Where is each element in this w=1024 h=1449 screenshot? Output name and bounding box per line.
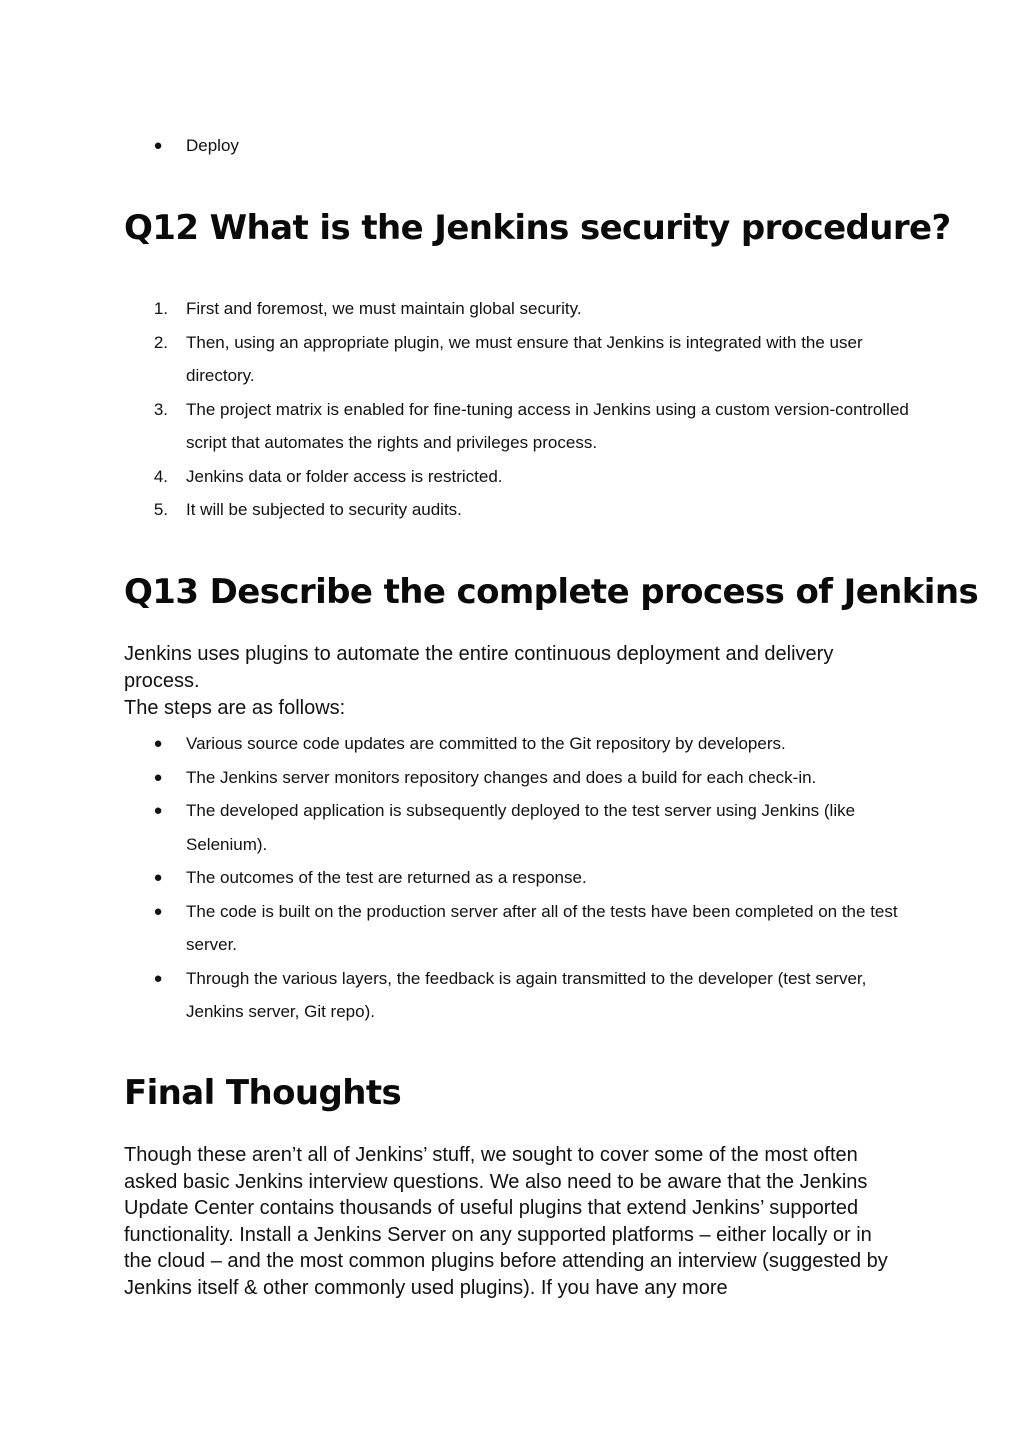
list-item: 2. Then, using an appropriate plugin, we must ensure that Jenkins is integrated with the user directory. — [153, 332, 863, 385]
list-item: ● Deploy — [124, 129, 914, 163]
list-item: 4. Jenkins data or folder access is restricted. — [153, 466, 503, 486]
list-item: 1. First and foremost, we must maintain global security. — [153, 299, 582, 318]
q12-numbered-list — [124, 292, 914, 527]
bullet-icon: ● — [153, 735, 163, 752]
list-item: ● Through the various layers, the feedback is again transmitted to the developer (test server, Jenkins server, Git repo). — [124, 962, 914, 1029]
list-item: ● The outcomes of the test are returned as a response. — [124, 861, 914, 895]
q13-steps-label: The steps are as follows: — [124, 697, 346, 719]
bullet-icon: ● — [153, 802, 163, 819]
list-item: 5. It will be subjected to security audits. — [153, 500, 462, 519]
top-bullet-list — [124, 129, 914, 163]
bullet-icon: ● — [153, 137, 163, 154]
bullet-icon: ● — [153, 869, 163, 886]
list-item: 3. The project matrix is enabled for fine-tuning access in Jenkins using a custom version-controlled script that automates the rights and privileges process. — [153, 399, 909, 452]
q12-heading: Q12 What is the Jenkins security procedure? — [124, 208, 951, 248]
final-thoughts-heading: Final Thoughts — [124, 1073, 402, 1113]
q13-intro: Jenkins uses plugins to automate the entire continuous deployment and delivery process. — [124, 643, 834, 692]
list-item: ● The developed application is subsequently deployed to the test server using Jenkins (like Selenium). — [124, 794, 914, 861]
list-item: ● The Jenkins server monitors repository changes and does a build for each check-in. — [124, 761, 914, 795]
q13-heading: Q13 Describe the complete process of Jenkins — [124, 572, 979, 612]
q13-bullet-list — [124, 727, 914, 1029]
list-item: ● Various source code updates are committed to the Git repository by developers. — [124, 727, 914, 761]
list-item: ● The code is built on the production server after all of the tests have been completed on the test server. — [124, 895, 914, 962]
bullet-icon: ● — [153, 969, 163, 987]
bullet-icon: ● — [153, 902, 163, 920]
final-thoughts-paragraph: Though these aren’t all of Jenkins’ stuff, we sought to cover some of the most often asked basic Jenkins interview questions. We also need to be aware that the Jenkins Update Center contains thousands of useful plugins that extend Jenkins’ supported functionality. Install a Jenkins Server on any supported platforms – either locally or in the cloud – and the most common plugins before attending an interview (suggested by Jenkins itself & other commonly used plugins). If you have any more — [124, 1144, 888, 1299]
bullet-icon: ● — [153, 768, 163, 786]
